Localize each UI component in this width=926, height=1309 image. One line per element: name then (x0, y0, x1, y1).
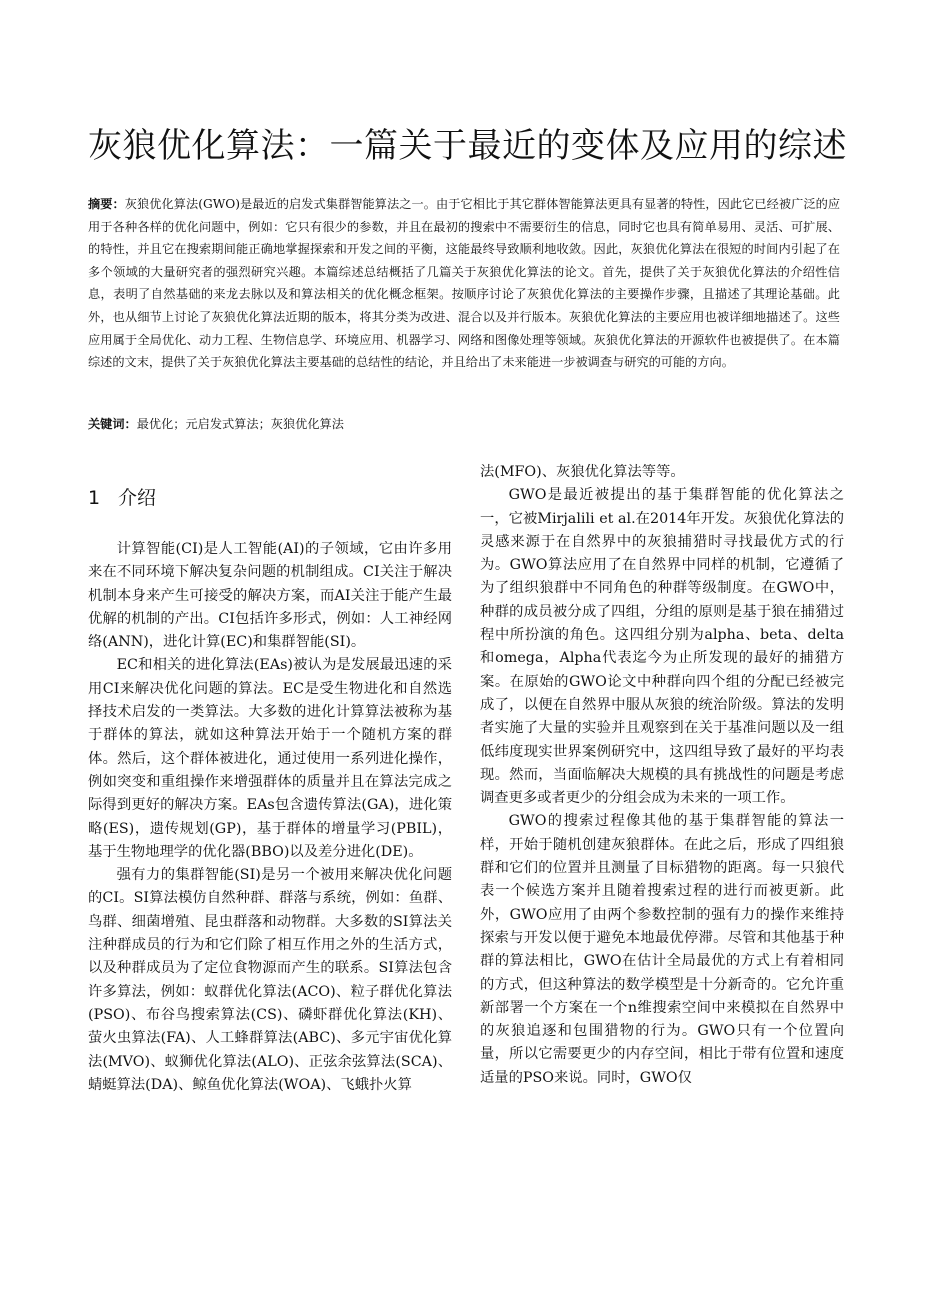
paragraph: EC和相关的进化算法(EAs)被认为是发展最迅速的采用CI来解决优化问题的算法。EC是受生物进化和自然选择技术启发的一类算法。大多数的进化计算算法被称为基于群体的算法，就如这种算法开始于一个随机方案的群体。然后，这个群体被进化，通过使用一系列进化操作，例如突变和重组操作来增强群体的质量并且在算法完成之际得到更好的解决方案。EAs包含遗传算法(GA)，进化策略(ES)，遗传规划(GP)，基于群体的增量学习(PBIL)，基于生物地理学的优化器(BBO)以及差分进化(DE)。 (88, 657, 452, 860)
section-heading (88, 484, 452, 512)
paragraph-continuation: 法(MFO)、灰狼优化算法等等。 (480, 464, 685, 480)
paper-title: 灰狼优化算法：一篇关于最近的变体及应用的综述 (88, 126, 847, 166)
keywords-text: 最优化；元启发式算法；灰狼优化算法 (136, 417, 344, 431)
section-title: 介绍 (118, 487, 157, 509)
paragraph: GWO的搜索过程像其他的基于集群智能的算法一样，开始于随机创建灰狼群体。在此之后，形成了四组狼群和它们的位置并且测量了目标猎物的距离。每一只狼代表一个候选方案并且随着搜索过程的进行而被更新。此外，GWO应用了由两个参数控制的强有力的操作来维持探索与开发以便于避免本地最优停滞。尽管和其他基于种群的算法相比，GWO在估计全局最优的方式上有着相同的方式，但这种算法的数学模型是十分新奇的。它允许重新部署一个方案在一个n维搜索空间中来模拟在自然界中的灰狼追逐和包围猎物的行为。GWO只有一个位置向量，所以它需要更少的内存空间，相比于带有位置和速度适量的PSO来说。同时，GWO仅 (480, 813, 844, 1086)
keywords-label: 关键词： (88, 417, 137, 431)
abstract-label: 摘要： (88, 197, 125, 211)
right-column (480, 461, 844, 1090)
keywords (88, 413, 840, 435)
abstract-text: 灰狼优化算法(GWO)是最近的启发式集群智能算法之一。由于它相比于其它群体智能算法更具有显著的特性，因此它已经被广泛的应用于各种各样的优化问题中，例如：它只有很少的参数，并且在最初的搜索中不需要衍生的信息，同时它也具有简单易用、灵活、可扩展、的特性，并且它在搜索期间能正确地掌握探索和开发之间的平衡，这能最终导致顺利地收敛。因此，灰狼优化算法在很短的时间内引起了在多个领域的大量研究者的强烈研究兴趣。本篇综述总结概括了几篇关于灰狼优化算法的论文。首先，提供了关于灰狼优化算法的介绍性信息，表明了自然基础的来龙去脉以及和算法相关的优化概念框架。按顺序讨论了灰狼优化算法的主要操作步骤，且描述了其理论基础。此外，也从细节上讨论了灰狼优化算法近期的版本，将其分类为改进、混合以及并行版本。灰狼优化算法的主要应用也被详细地描述了。这些应用属于全局优化、动力工程、生物信息学、环境应用、机器学习、网络和图像处理等领域。灰狼优化算法的开源软件也被提供了。在本篇综述的文末，提供了关于灰狼优化算法主要基础的总结性的结论，并且给出了未来能进一步被调查与研究的可能的方向。 (88, 197, 841, 370)
paragraph: GWO是最近被提出的基于集群智能的优化算法之一，它被Mirjalili et al.在2014年开发。灰狼优化算法的灵感来源于在自然界中的灰狼捕猎时寻找最优方式的行为。GWO算法应用了在自然界中同样的机制，它遵循了为了组织狼群中不同角色的种群等级制度。在GWO中，种群的成员被分成了四组，分组的原则是基于狼在捕猎过程中所扮演的角色。这四组分别为alpha、beta、delta和omega，Alpha代表迄今为止所发现的最好的捕猎方案。在原始的GWO论文中种群向四个组的分配已经被完成了，以便在自然界中服从灰狼的统治阶级。算法的发明者实施了大量的实验并且观察到在关于基准问题以及一组低纬度现实世界案例研究中，这四组导致了最好的平均表现。然而，当面临解决大规模的具有挑战性的问题是考虑调查更多或者更少的分组会成为未来的一项工作。 (480, 487, 844, 807)
left-column (88, 484, 452, 1097)
paragraph: 强有力的集群智能(SI)是另一个被用来解决优化问题的CI。SI算法模仿自然种群、群落与系统，例如：鱼群、鸟群、细菌增殖、昆虫群落和动物群。大多数的SI算法关注种群成员的行为和它们除了相互作用之外的生活方式，以及种群成员为了定位食物源而产生的联系。SI算法包含许多算法，例如：蚁群优化算法(ACO)、粒子群优化算法(PSO)、布谷鸟搜索算法(CS)、磷虾群优化算法(KH)、萤火虫算法(FA)、人工蜂群算法(ABC)、多元宇宙优化算法(MVO)、蚁狮优化算法(ALO)、正弦余弦算法(SCA)、蜻蜓算法(DA)、鲸鱼优化算法(WOA)、飞蛾扑火算 (88, 867, 452, 1093)
abstract (88, 193, 840, 374)
section-number: 1 (88, 487, 101, 509)
paragraph: 计算智能(CI)是人工智能(AI)的子领域，它由许多用来在不同环境下解决复杂问题的机制组成。CI关注于解决机制本身来产生可接受的解决方案，而AI关注于能产生最优解的机制的产出。CI包括许多形式，例如：人工神经网络(ANN)，进化计算(EC)和集群智能(SI)。 (88, 541, 452, 651)
